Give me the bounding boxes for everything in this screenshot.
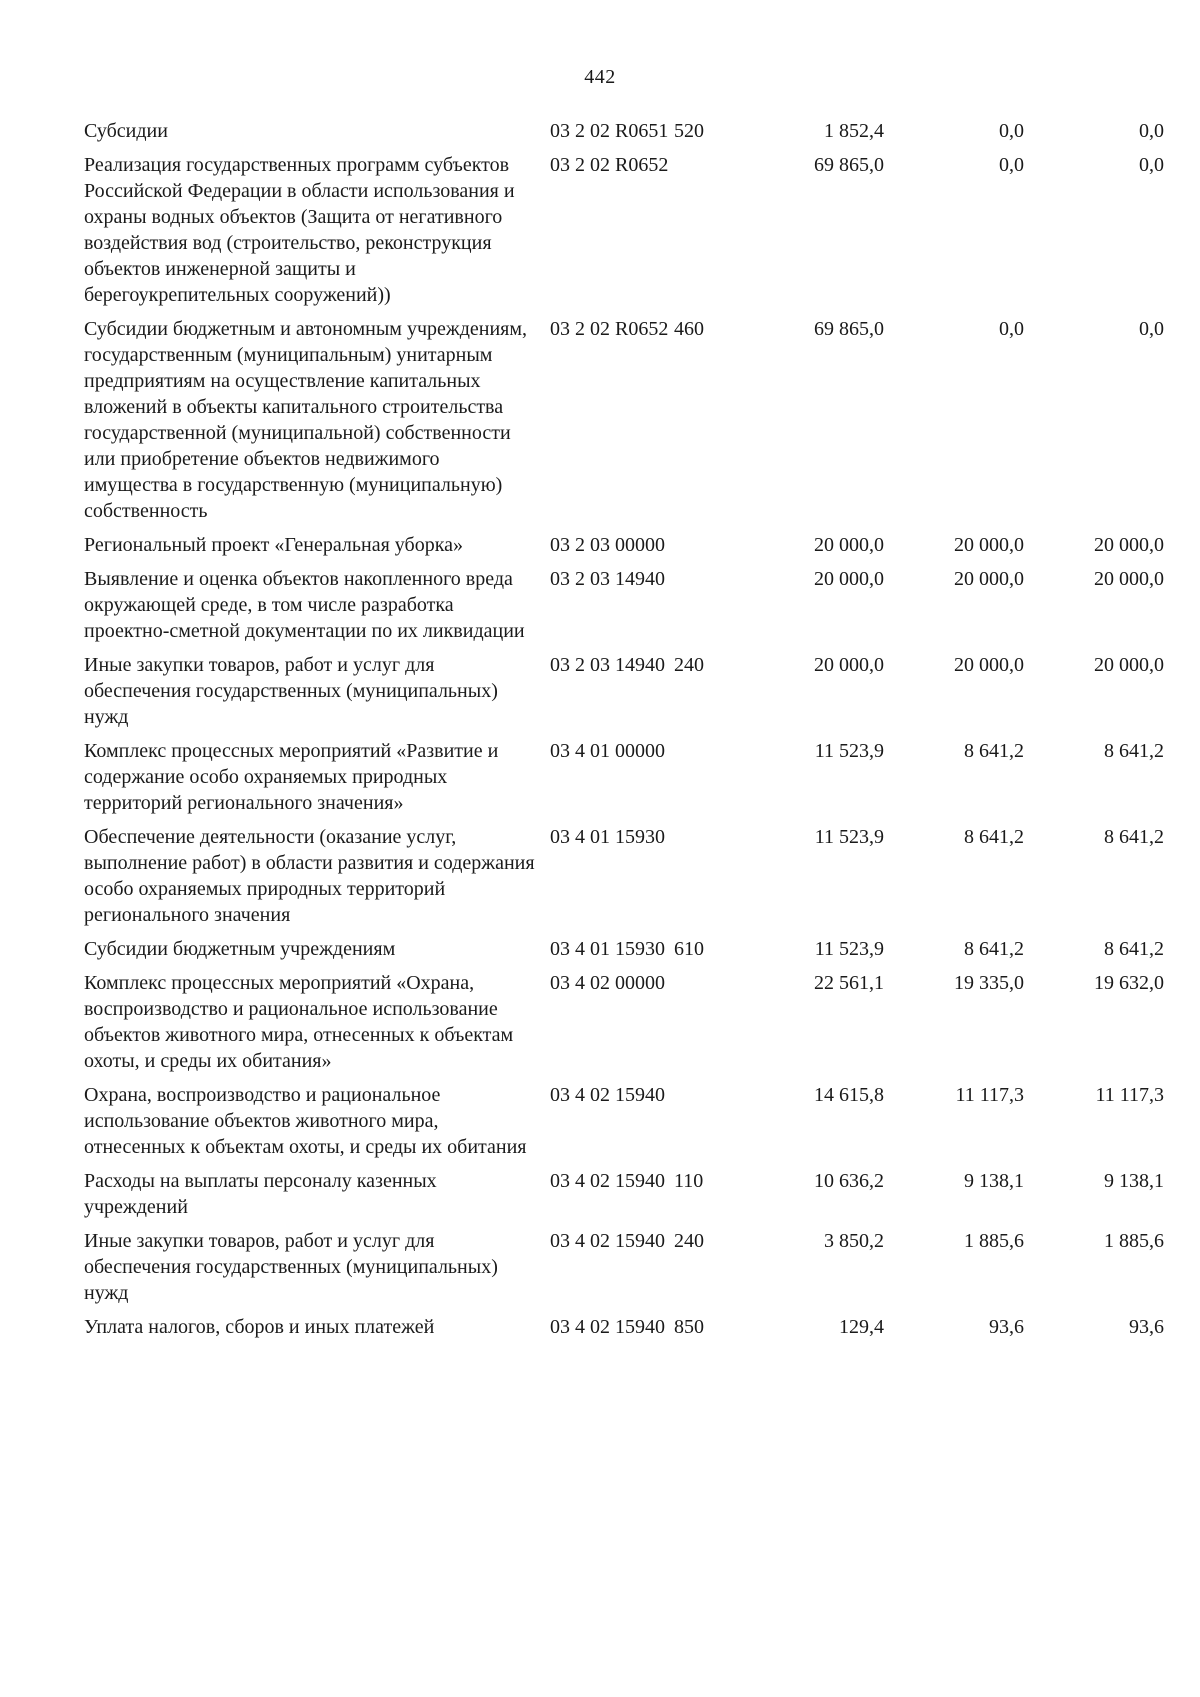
row-name: Реализация государственных программ субъектов Российской Федерации в области использования и охраны водных объектов (Защита от негативного воздействия вод (строительство, реконструкция объектов инженерной защиты и берегоукрепительных сооружений)) xyxy=(84,154,515,306)
row-amount-year2: 20 000,0 xyxy=(954,534,1024,556)
row-amount-year3: 8 641,2 xyxy=(1104,740,1164,762)
row-target-code: 03 4 01 15930 xyxy=(550,826,665,848)
row-amount-year2: 0,0 xyxy=(999,120,1024,142)
row-expense-type: 520 xyxy=(674,120,704,142)
row-expense-type xyxy=(674,1082,744,1168)
row-expense-type xyxy=(674,152,744,316)
row-target-code: 03 2 02 R0652 xyxy=(550,154,669,176)
row-amount-year3: 20 000,0 xyxy=(1094,568,1164,590)
table-row xyxy=(84,316,1164,532)
row-amount-year3: 8 641,2 xyxy=(1104,938,1164,960)
table-row xyxy=(84,118,1164,152)
row-target-code: 03 4 02 15940 xyxy=(550,1084,665,1106)
row-amount-year1: 10 636,2 xyxy=(814,1170,884,1192)
row-amount-year2: 8 641,2 xyxy=(964,938,1024,960)
table-row xyxy=(84,970,1164,1082)
row-name: Субсидии xyxy=(84,120,168,142)
row-expense-type xyxy=(674,532,744,566)
table-row xyxy=(84,152,1164,316)
row-amount-year2: 20 000,0 xyxy=(954,568,1024,590)
row-amount-year2: 1 885,6 xyxy=(964,1230,1024,1252)
row-amount-year3: 8 641,2 xyxy=(1104,826,1164,848)
row-amount-year3: 0,0 xyxy=(1139,120,1164,142)
row-amount-year2: 11 117,3 xyxy=(955,1084,1024,1106)
table-row xyxy=(84,566,1164,652)
row-target-code: 03 4 02 15940 xyxy=(550,1316,665,1338)
row-amount-year1: 20 000,0 xyxy=(814,568,884,590)
row-name: Иные закупки товаров, работ и услуг для обеспечения государственных (муниципальных) нужд xyxy=(84,1230,498,1304)
row-amount-year3: 20 000,0 xyxy=(1094,534,1164,556)
row-amount-year3: 19 632,0 xyxy=(1094,972,1164,994)
table-row xyxy=(84,1314,1164,1348)
row-amount-year1: 3 850,2 xyxy=(824,1230,884,1252)
row-amount-year2: 0,0 xyxy=(999,154,1024,176)
row-amount-year3: 9 138,1 xyxy=(1104,1170,1164,1192)
row-target-code: 03 4 01 15930 xyxy=(550,938,665,960)
row-amount-year2: 93,6 xyxy=(989,1316,1024,1338)
row-expense-type: 240 xyxy=(674,1230,704,1252)
row-amount-year1: 20 000,0 xyxy=(814,654,884,676)
page-number: 442 xyxy=(584,66,616,88)
row-target-code: 03 2 02 R0652 xyxy=(550,318,669,340)
row-target-code: 03 4 02 15940 xyxy=(550,1170,665,1192)
table-row xyxy=(84,532,1164,566)
row-amount-year3: 20 000,0 xyxy=(1094,654,1164,676)
table-row xyxy=(84,1228,1164,1314)
row-name: Уплата налогов, сборов и иных платежей xyxy=(84,1316,435,1338)
row-target-code: 03 4 02 00000 xyxy=(550,972,665,994)
row-name: Расходы на выплаты персоналу казенных учреждений xyxy=(84,1170,437,1218)
row-expense-type: 240 xyxy=(674,654,704,676)
row-name: Обеспечение деятельности (оказание услуг, выполнение работ) в области развития и содержания особо охраняемых природных территорий регионального значения xyxy=(84,826,535,926)
row-amount-year1: 11 523,9 xyxy=(814,826,884,848)
row-target-code: 03 2 03 14940 xyxy=(550,654,665,676)
table-row xyxy=(84,936,1164,970)
row-amount-year2: 8 641,2 xyxy=(964,740,1024,762)
table-row xyxy=(84,1168,1164,1228)
row-amount-year2: 8 641,2 xyxy=(964,826,1024,848)
row-target-code: 03 2 03 14940 xyxy=(550,568,665,590)
row-amount-year2: 19 335,0 xyxy=(954,972,1024,994)
row-amount-year1: 69 865,0 xyxy=(814,154,884,176)
table-row xyxy=(84,1082,1164,1168)
row-target-code: 03 4 02 15940 xyxy=(550,1230,665,1252)
row-amount-year2: 0,0 xyxy=(999,318,1024,340)
row-amount-year2: 9 138,1 xyxy=(964,1170,1024,1192)
table-row xyxy=(84,738,1164,824)
row-name: Региональный проект «Генеральная уборка» xyxy=(84,534,463,556)
row-expense-type: 850 xyxy=(674,1316,704,1338)
row-expense-type xyxy=(674,738,744,824)
row-target-code: 03 2 02 R0651 xyxy=(550,120,669,142)
row-amount-year1: 22 561,1 xyxy=(814,972,884,994)
row-expense-type xyxy=(674,970,744,1082)
row-amount-year1: 129,4 xyxy=(839,1316,884,1338)
row-target-code: 03 4 01 00000 xyxy=(550,740,665,762)
row-name: Субсидии бюджетным и автономным учреждениям, государственным (муниципальным) унитарным предприятиям на осуществление капитальных вложений в объекты капитального строительства государственной (муниципальной) собственности или приобретение объектов недвижимого имущества в государственную (муниципальную) собственность xyxy=(84,318,528,522)
row-amount-year1: 1 852,4 xyxy=(824,120,884,142)
row-amount-year1: 11 523,9 xyxy=(814,938,884,960)
row-amount-year2: 20 000,0 xyxy=(954,654,1024,676)
row-amount-year1: 20 000,0 xyxy=(814,534,884,556)
row-amount-year3: 11 117,3 xyxy=(1095,1084,1164,1106)
row-name: Комплекс процессных мероприятий «Развитие и содержание особо охраняемых природных территорий регионального значения» xyxy=(84,740,499,814)
row-amount-year3: 0,0 xyxy=(1139,318,1164,340)
row-expense-type: 610 xyxy=(674,938,704,960)
table-row xyxy=(84,652,1164,738)
row-name: Выявление и оценка объектов накопленного вреда окружающей среде, в том числе разработка проектно-сметной документации по их ликвидации xyxy=(84,568,525,642)
row-amount-year3: 1 885,6 xyxy=(1104,1230,1164,1252)
row-amount-year1: 11 523,9 xyxy=(814,740,884,762)
row-expense-type xyxy=(674,824,744,936)
row-amount-year3: 93,6 xyxy=(1129,1316,1164,1338)
row-target-code: 03 2 03 00000 xyxy=(550,534,665,556)
row-expense-type: 460 xyxy=(674,318,704,340)
budget-table xyxy=(84,118,1164,1348)
table-row xyxy=(84,824,1164,936)
row-name: Субсидии бюджетным учреждениям xyxy=(84,938,396,960)
row-expense-type xyxy=(674,566,744,652)
row-amount-year1: 14 615,8 xyxy=(814,1084,884,1106)
row-name: Комплекс процессных мероприятий «Охрана, воспроизводство и рациональное использование объектов животного мира, отнесенных к объектам охоты, и среды их обитания» xyxy=(84,972,514,1072)
row-name: Охрана, воспроизводство и рациональное использование объектов животного мира, отнесенных к объектам охоты, и среды их обитания xyxy=(84,1084,527,1158)
row-amount-year1: 69 865,0 xyxy=(814,318,884,340)
row-name: Иные закупки товаров, работ и услуг для обеспечения государственных (муниципальных) нужд xyxy=(84,654,498,728)
row-amount-year3: 0,0 xyxy=(1139,154,1164,176)
budget-table-body xyxy=(84,118,1164,1348)
row-expense-type: 110 xyxy=(674,1170,704,1192)
